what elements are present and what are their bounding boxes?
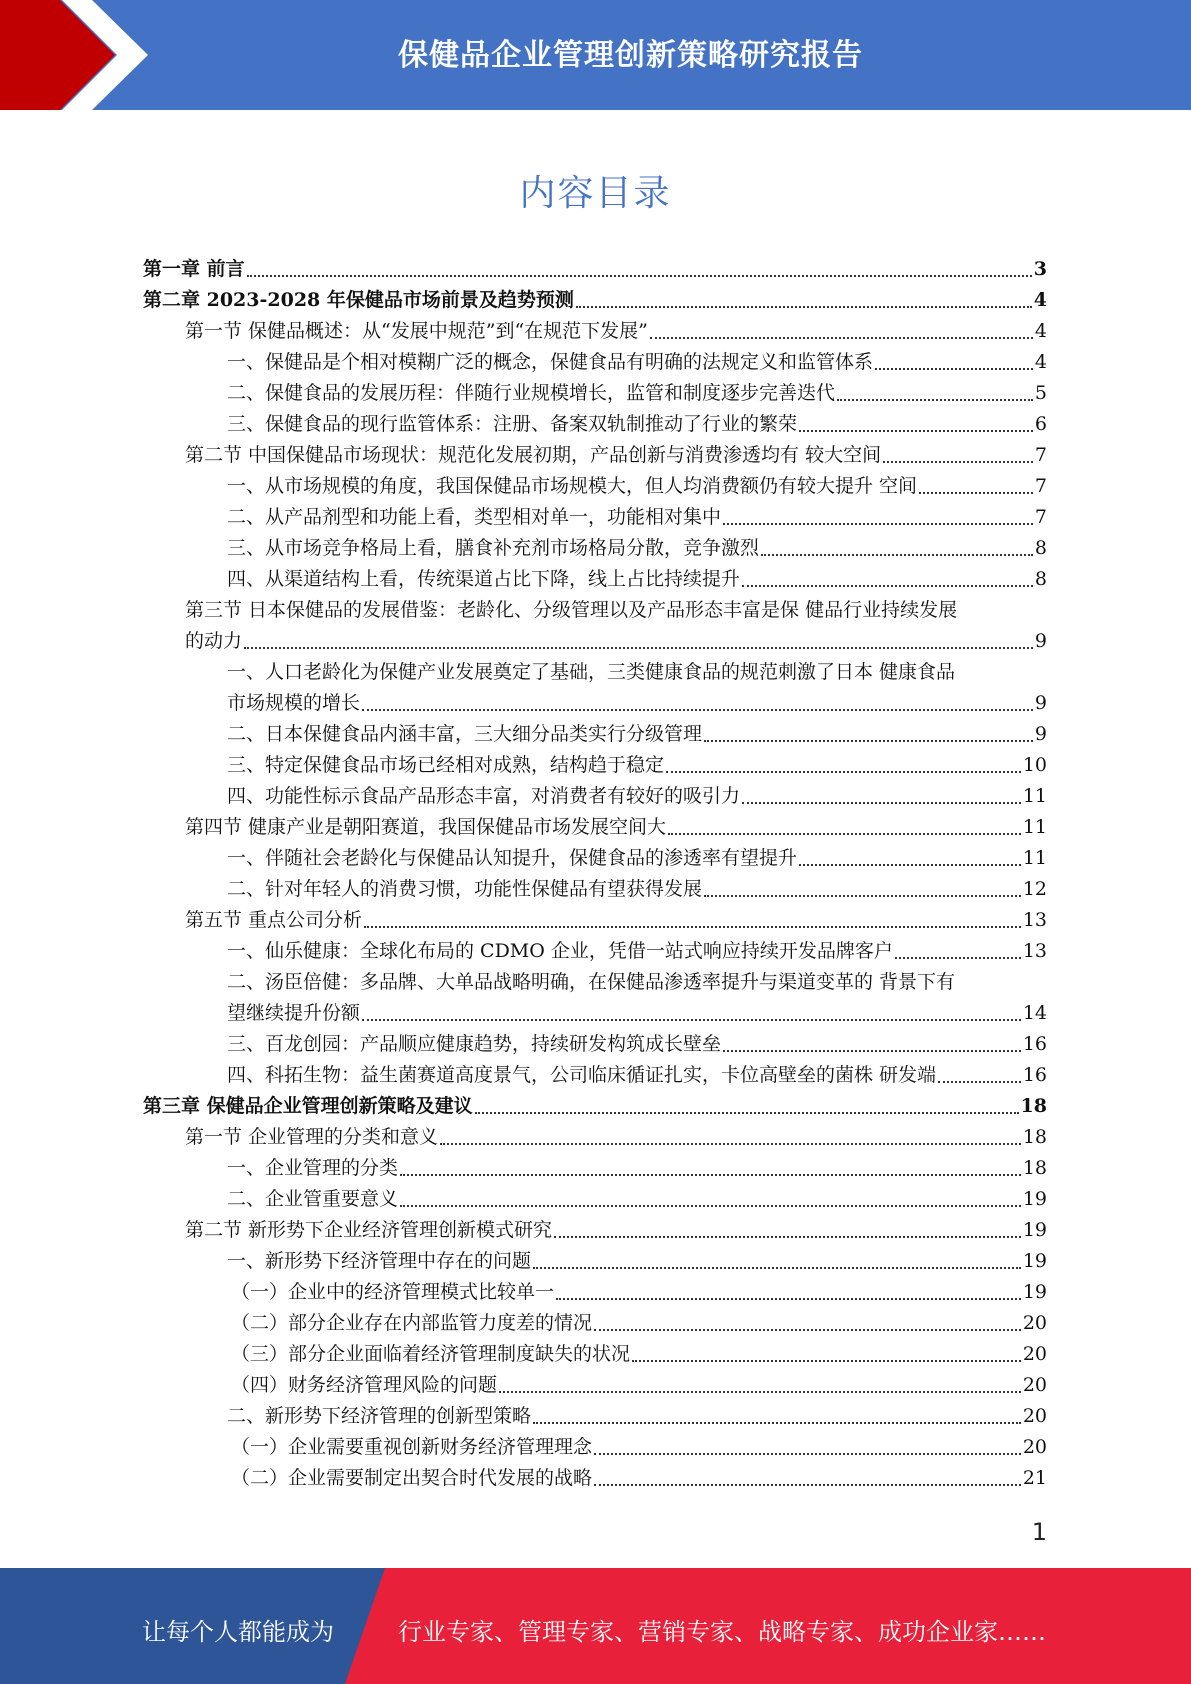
toc-leader-dots bbox=[400, 1204, 1021, 1207]
toc-leader-dots bbox=[742, 801, 1021, 804]
toc-leader-dots bbox=[883, 460, 1033, 463]
toc-leader-dots bbox=[723, 1049, 1021, 1052]
toc-entry-text: 二、针对年轻人的消费习惯，功能性保健品有望获得发展 bbox=[227, 878, 703, 900]
toc-leader-dots bbox=[362, 708, 1033, 711]
toc-page-number: 14 bbox=[1022, 1002, 1047, 1024]
toc-page-number: 7 bbox=[1034, 506, 1047, 528]
toc-entry-text: 第三章 保健品企业管理创新策略及建议 bbox=[143, 1095, 473, 1117]
toc-page-number: 19 bbox=[1022, 1250, 1047, 1272]
toc-leader-dots bbox=[919, 491, 1033, 494]
toc-entry-text: （三）部分企业面临着经济管理制度缺失的状况 bbox=[231, 1343, 631, 1365]
toc-leader-dots bbox=[576, 305, 1032, 308]
toc-entry-text: 三、特定保健食品市场已经相对成熟，结构趋于稳定 bbox=[227, 754, 665, 776]
toc-leader-dots bbox=[938, 1080, 1021, 1083]
toc-entry-text: 四、科拓生物：益生菌赛道高度景气，公司临床循证扎实，卡位高壁垒的菌株 研发端 bbox=[227, 1064, 937, 1086]
toc-leader-dots bbox=[362, 1018, 1021, 1021]
toc-leader-dots bbox=[650, 336, 1033, 339]
toc-leader-dots bbox=[554, 1235, 1021, 1238]
toc-entry-text: 四、从渠道结构上看，传统渠道占比下降，线上占比持续提升 bbox=[227, 568, 741, 590]
toc-entry[interactable] bbox=[143, 1401, 1047, 1432]
toc-entry-text: （一）企业中的经济管理模式比较单一 bbox=[231, 1281, 555, 1303]
toc-leader-dots bbox=[799, 863, 1021, 866]
toc-page-number: 5 bbox=[1034, 382, 1047, 404]
toc-entry-wrapped-line[interactable] bbox=[143, 967, 1047, 998]
toc-page-number: 20 bbox=[1022, 1374, 1047, 1396]
toc-leader-dots bbox=[594, 1483, 1021, 1486]
table-of-contents bbox=[143, 254, 1047, 1494]
toc-page-number: 13 bbox=[1022, 909, 1047, 931]
toc-entry[interactable] bbox=[143, 471, 1047, 502]
toc-entry[interactable] bbox=[143, 316, 1047, 347]
toc-page-number: 13 bbox=[1022, 940, 1047, 962]
red-arrow-decoration bbox=[0, 0, 150, 110]
toc-leader-dots bbox=[533, 1421, 1021, 1424]
toc-entry-wrapped-line[interactable] bbox=[143, 595, 1047, 626]
toc-entry[interactable] bbox=[143, 626, 1047, 657]
toc-entry[interactable] bbox=[143, 1246, 1047, 1277]
toc-entry-text: 一、仙乐健康：全球化布局的 CDMO 企业，凭借一站式响应持续开发品牌客户 bbox=[227, 940, 893, 962]
toc-entry-text: 第二节 中国保健品市场现状：规范化发展初期，产品创新与消费渗透均有 较大空间 bbox=[185, 444, 882, 466]
toc-page-number: 18 bbox=[1022, 1126, 1047, 1148]
toc-page-number: 19 bbox=[1022, 1219, 1047, 1241]
toc-entry[interactable] bbox=[143, 1091, 1047, 1122]
toc-heading: 内容目录 bbox=[519, 173, 672, 214]
toc-entry-text: 第四节 健康产业是朝阳赛道，我国保健品市场发展空间大 bbox=[185, 816, 667, 838]
toc-entry-text: 第二节 新形势下企业经济管理创新模式研究 bbox=[185, 1219, 553, 1241]
toc-entry[interactable] bbox=[143, 1277, 1047, 1308]
toc-entry[interactable] bbox=[143, 1432, 1047, 1463]
toc-page-number: 7 bbox=[1034, 475, 1047, 497]
toc-entry[interactable] bbox=[143, 347, 1047, 378]
toc-leader-dots bbox=[499, 1390, 1021, 1393]
toc-page-number: 19 bbox=[1022, 1188, 1047, 1210]
toc-page-number: 8 bbox=[1034, 537, 1047, 559]
toc-entry-text: 四、功能性标示食品产品形态丰富，对消费者有较好的吸引力 bbox=[227, 785, 741, 807]
toc-leader-dots bbox=[440, 1142, 1021, 1145]
toc-page-number: 12 bbox=[1022, 878, 1047, 900]
toc-entry[interactable] bbox=[143, 1463, 1047, 1494]
toc-entry[interactable] bbox=[143, 1122, 1047, 1153]
toc-entry[interactable] bbox=[143, 688, 1047, 719]
toc-page-number: 6 bbox=[1034, 413, 1047, 435]
toc-entry-text: 三、保健食品的现行监管体系：注册、备案双轨制推动了行业的繁荣 bbox=[227, 413, 798, 435]
toc-page-number: 4 bbox=[1034, 351, 1047, 373]
toc-leader-dots bbox=[666, 770, 1021, 773]
footer-slogan-right: 行业专家、管理专家、营销专家、战略专家、成功企业家…… bbox=[398, 1618, 1046, 1646]
toc-entry[interactable] bbox=[143, 1153, 1047, 1184]
toc-page-number: 4 bbox=[1034, 320, 1047, 342]
toc-entry-text: 二、企业管重要意义 bbox=[227, 1188, 399, 1210]
toc-leader-dots bbox=[895, 956, 1021, 959]
toc-leader-dots bbox=[594, 1328, 1021, 1331]
footer-slogan-left: 让每个人都能成为 bbox=[142, 1618, 334, 1646]
toc-entry-text: 一、从市场规模的角度，我国保健品市场规模大，但人均消费额仍有较大提升 空间 bbox=[227, 475, 918, 497]
report-title: 保健品企业管理创新策略研究报告 bbox=[398, 38, 863, 73]
toc-page-number: 20 bbox=[1022, 1312, 1047, 1334]
toc-entry[interactable] bbox=[143, 533, 1047, 564]
toc-entry-text: 二、汤臣倍健：多品牌、大单品战略明确，在保健品渗透率提升与渠道变革的 背景下有 bbox=[227, 971, 956, 993]
toc-page-number: 16 bbox=[1022, 1064, 1047, 1086]
toc-page-number: 18 bbox=[1020, 1095, 1047, 1117]
toc-entry[interactable] bbox=[143, 1215, 1047, 1246]
toc-page-number: 16 bbox=[1022, 1033, 1047, 1055]
toc-page-number: 11 bbox=[1022, 847, 1047, 869]
toc-entry-text: 一、企业管理的分类 bbox=[227, 1157, 399, 1179]
toc-leader-dots bbox=[244, 646, 1033, 649]
toc-page-number: 20 bbox=[1022, 1436, 1047, 1458]
toc-leader-dots bbox=[533, 1266, 1021, 1269]
toc-entry-text: 一、人口老龄化为保健产业发展奠定了基础，三类健康食品的规范刺激了日本 健康食品 bbox=[227, 661, 956, 683]
toc-entry[interactable] bbox=[143, 502, 1047, 533]
toc-entry-text: 第一节 保健品概述：从“发展中规范”到“在规范下发展” bbox=[185, 320, 648, 342]
toc-leader-dots bbox=[704, 739, 1033, 742]
toc-entry-text: 二、新形势下经济管理的创新型策略 bbox=[227, 1405, 532, 1427]
toc-page-number: 21 bbox=[1022, 1467, 1047, 1489]
toc-entry-text: 三、百龙创园：产品顺应健康趋势，持续研发构筑成长壁垒 bbox=[227, 1033, 722, 1055]
toc-leader-dots bbox=[761, 553, 1033, 556]
toc-entry[interactable] bbox=[143, 905, 1047, 936]
toc-page-number: 19 bbox=[1022, 1281, 1047, 1303]
toc-leader-dots bbox=[799, 429, 1033, 432]
toc-entry-text: 三、从市场竞争格局上看，膳食补充剂市场格局分散，竞争激烈 bbox=[227, 537, 760, 559]
toc-entry-text: 一、保健品是个相对模糊广泛的概念，保健食品有明确的法规定义和监管体系 bbox=[227, 351, 874, 373]
toc-leader-dots bbox=[247, 274, 1032, 277]
toc-entry[interactable] bbox=[143, 719, 1047, 750]
toc-entry[interactable] bbox=[143, 254, 1047, 285]
toc-leader-dots bbox=[875, 367, 1033, 370]
toc-entry[interactable] bbox=[143, 440, 1047, 471]
toc-entry[interactable] bbox=[143, 874, 1047, 905]
toc-leader-dots bbox=[475, 1111, 1019, 1114]
toc-entry[interactable] bbox=[143, 1308, 1047, 1339]
toc-page-number: 11 bbox=[1022, 816, 1047, 838]
toc-entry-text: 第二章 2023-2028 年保健品市场前景及趋势预测 bbox=[143, 289, 574, 311]
toc-entry-text: 第三节 日本保健品的发展借鉴：老龄化、分级管理以及产品形态丰富是保 健品行业持续发展 bbox=[185, 599, 958, 621]
toc-entry[interactable] bbox=[143, 843, 1047, 874]
toc-entry[interactable] bbox=[143, 781, 1047, 812]
toc-page-number: 20 bbox=[1022, 1343, 1047, 1365]
toc-entry-text: 一、伴随社会老龄化与保健品认知提升，保健食品的渗透率有望提升 bbox=[227, 847, 798, 869]
toc-entry-text: 一、新形势下经济管理中存在的问题 bbox=[227, 1250, 532, 1272]
toc-entry[interactable] bbox=[143, 812, 1047, 843]
toc-entry-text: 二、保健食品的发展历程：伴随行业规模增长，监管和制度逐步完善迭代 bbox=[227, 382, 836, 404]
toc-entry-wrapped-line[interactable] bbox=[143, 657, 1047, 688]
toc-entry[interactable] bbox=[143, 936, 1047, 967]
toc-leader-dots bbox=[556, 1297, 1021, 1300]
toc-page-number: 10 bbox=[1022, 754, 1047, 776]
toc-leader-dots bbox=[632, 1359, 1021, 1362]
report-header-banner bbox=[0, 0, 1191, 110]
toc-entry[interactable] bbox=[143, 1029, 1047, 1060]
toc-entry-text: （二）部分企业存在内部监管力度差的情况 bbox=[231, 1312, 593, 1334]
toc-page-number: 9 bbox=[1034, 630, 1047, 652]
toc-leader-dots bbox=[742, 584, 1033, 587]
toc-page-number: 4 bbox=[1033, 289, 1047, 311]
toc-entry-text: 望继续提升份额 bbox=[227, 1002, 361, 1024]
toc-entry[interactable] bbox=[143, 409, 1047, 440]
toc-entry-text: 的动力 bbox=[185, 630, 243, 652]
toc-page-number: 20 bbox=[1022, 1405, 1047, 1427]
toc-entry[interactable] bbox=[143, 1184, 1047, 1215]
toc-entry[interactable] bbox=[143, 564, 1047, 595]
toc-entry-text: 二、日本保健食品内涵丰富，三大细分品类实行分级管理 bbox=[227, 723, 703, 745]
toc-entry[interactable] bbox=[143, 1339, 1047, 1370]
toc-page-number: 8 bbox=[1034, 568, 1047, 590]
toc-entry[interactable] bbox=[143, 1370, 1047, 1401]
toc-entry-text: （二）企业需要制定出契合时代发展的战略 bbox=[231, 1467, 593, 1489]
toc-leader-dots bbox=[704, 894, 1021, 897]
toc-entry-text: （四）财务经济管理风险的问题 bbox=[231, 1374, 498, 1396]
toc-entry-text: 第一章 前言 bbox=[143, 258, 245, 280]
toc-page-number: 9 bbox=[1034, 723, 1047, 745]
toc-entry-text: 二、从产品剂型和功能上看，类型相对单一，功能相对集中 bbox=[227, 506, 722, 528]
toc-entry-text: 市场规模的增长 bbox=[227, 692, 361, 714]
toc-page-number: 3 bbox=[1033, 258, 1047, 280]
toc-leader-dots bbox=[364, 925, 1021, 928]
toc-leader-dots bbox=[594, 1452, 1021, 1455]
toc-leader-dots bbox=[400, 1173, 1021, 1176]
toc-leader-dots bbox=[668, 832, 1021, 835]
page-number: 1 bbox=[1031, 1518, 1047, 1546]
toc-page-number: 9 bbox=[1034, 692, 1047, 714]
toc-entry-text: （一）企业需要重视创新财务经济管理理念 bbox=[231, 1436, 593, 1458]
toc-entry[interactable] bbox=[143, 750, 1047, 781]
toc-entry-text: 第一节 企业管理的分类和意义 bbox=[185, 1126, 439, 1148]
toc-entry[interactable] bbox=[143, 998, 1047, 1029]
toc-page-number: 7 bbox=[1034, 444, 1047, 466]
toc-entry[interactable] bbox=[143, 1060, 1047, 1091]
toc-entry[interactable] bbox=[143, 378, 1047, 409]
toc-leader-dots bbox=[723, 522, 1033, 525]
footer-banner bbox=[0, 1568, 1191, 1684]
toc-entry[interactable] bbox=[143, 285, 1047, 316]
toc-page-number: 18 bbox=[1022, 1157, 1047, 1179]
toc-entry-text: 第五节 重点公司分析 bbox=[185, 909, 363, 931]
toc-leader-dots bbox=[837, 398, 1033, 401]
toc-page-number: 11 bbox=[1022, 785, 1047, 807]
